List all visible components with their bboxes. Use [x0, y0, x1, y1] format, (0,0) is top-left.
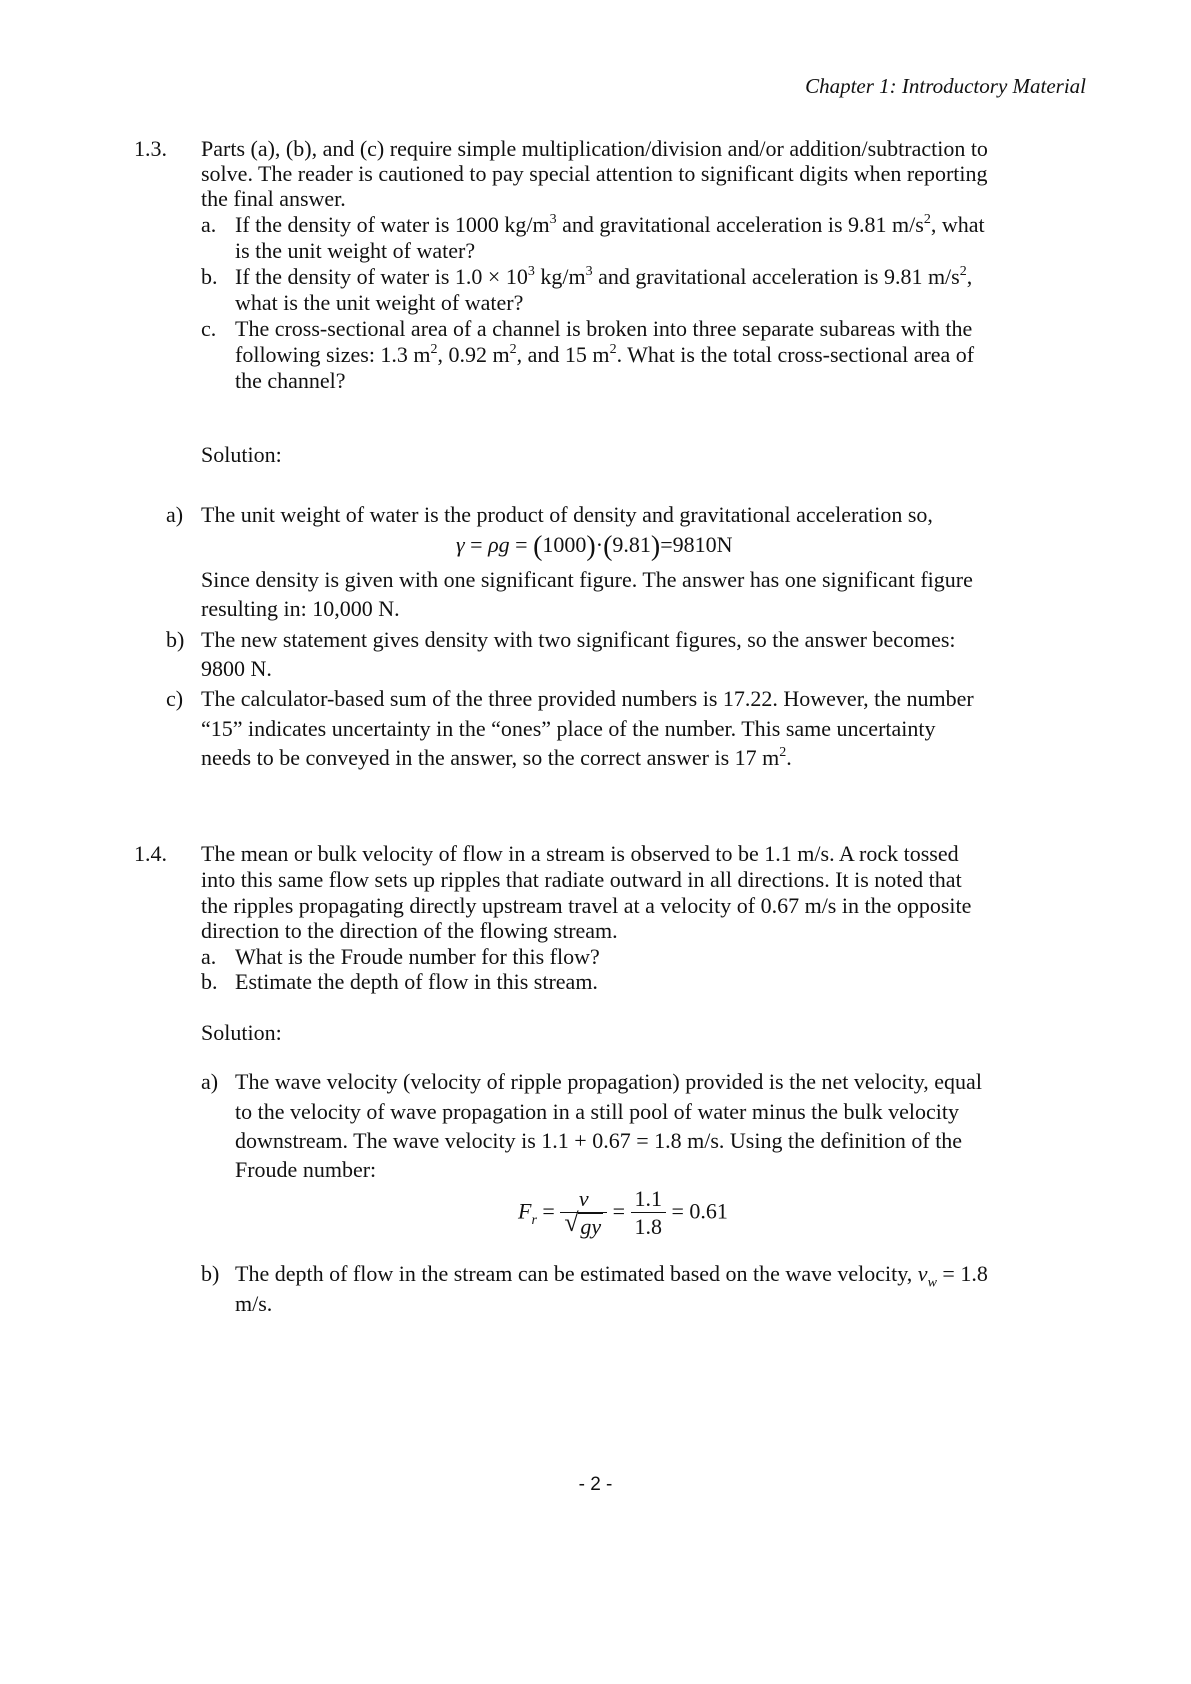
item-marker-a: a. — [201, 944, 217, 969]
item-1-3-c-line1: The cross-sectional area of a channel is broken into three separate subareas with the — [235, 316, 973, 341]
solution-label: Solution: — [201, 1020, 282, 1045]
solution-1-3-a-line3: resulting in: 10,000 N. — [201, 596, 400, 621]
square-root-symbol: √ gy — [564, 1208, 602, 1239]
unit-weight-equation: γ = ρg = (1000)·(9.81)=9810N — [456, 531, 733, 562]
item-1-3-b-line2: what is the unit weight of water? — [235, 290, 524, 315]
solution-marker-b: b) — [201, 1261, 220, 1286]
item-1-3-c-line3: the channel? — [235, 368, 346, 393]
solution-1-3-b-line1: The new statement gives density with two significant figures, so the answer becomes: — [201, 627, 956, 652]
problem-1-4-intro-line: the ripples propagating directly upstream travel at a velocity of 0.67 m/s in the opposite — [201, 893, 972, 918]
item-1-3-a-line1: If the density of water is 1000 $kg/m^3$ and gravitational acceleration is 9.81 $m/s^2$, what — [235, 212, 985, 237]
solution-1-4-a-line: downstream. The wave velocity is 1.1 + 0.67 = 1.8 m/s. Using the definition of the — [235, 1128, 963, 1153]
solution-1-3-c-line1: The calculator-based sum of the three provided numbers is 17.22. However, the number — [201, 686, 974, 711]
solution-marker-c: c) — [166, 686, 184, 711]
solution-marker-b: b) — [166, 627, 185, 652]
problem-1-4-intro-line: The mean or bulk velocity of flow in a stream is observed to be 1.1 m/s. A rock tossed — [201, 841, 959, 866]
item-1-4-a: What is the Froude number for this flow? — [235, 944, 600, 969]
solution-marker-a: a) — [166, 502, 184, 527]
running-header: Chapter 1: Introductory Material — [805, 74, 1086, 98]
solution-marker-a: a) — [201, 1069, 219, 1094]
item-1-3-c-line2: following sizes: 1.3 $m^2$, 0.92 $m^2$, and 15 $m^2$. What is the total cross-sectional area of — [235, 342, 975, 367]
froude-fraction-values: $\frac{1.1}{1.8}$ — [631, 1186, 667, 1241]
problem-1-3-intro-line: the final answer. — [201, 186, 346, 211]
problem-1-4-intro-line: into this same flow sets up ripples that radiate outward in all directions. It is noted that — [201, 867, 962, 892]
item-1-4-b: Estimate the depth of flow in this stream. — [235, 969, 598, 994]
item-marker-c: c. — [201, 316, 217, 341]
item-marker-a: a. — [201, 212, 217, 237]
problem-1-4-intro-line: direction to the direction of the flowing stream. — [201, 918, 618, 943]
solution-1-3-c-line3: needs to be conveyed in the answer, so the correct answer is 17 $m^2$. — [201, 745, 792, 770]
item-1-3-b-line1: If the density of water is $1.0 \times 10^3$ $kg/m^3$ and gravitational acceleration is 9.81 $m/s^2$, — [235, 264, 973, 289]
solution-1-3-b-line2: 9800 N. — [201, 656, 272, 681]
solution-1-4-b-line2: m/s. — [235, 1291, 273, 1316]
solution-1-3-a-line2: Since density is given with one significant figure. The answer has one significant figure — [201, 567, 973, 592]
problem-number-1-4: 1.4. — [134, 841, 167, 866]
item-marker-b: b. — [201, 969, 218, 994]
page-number: - 2 - — [578, 1474, 613, 1495]
item-marker-b: b. — [201, 264, 218, 289]
froude-equation: $F_r$ = v √ gy = $\frac{1.1}{1.8}$ = 0.61 — [518, 1186, 728, 1239]
froude-fraction-velocity: v √ gy — [560, 1186, 607, 1241]
problem-1-3-intro-line: solve. The reader is cautioned to pay special attention to significant digits when reporting — [201, 161, 988, 186]
solution-label: Solution: — [201, 442, 282, 467]
problem-1-3-intro-line: Parts (a), (b), and (c) require simple multiplication/division and/or addition/subtraction to — [201, 136, 988, 161]
solution-1-4-a-line: Froude number: — [235, 1157, 377, 1182]
item-1-3-a-line2: is the unit weight of water? — [235, 238, 476, 263]
solution-1-3-c-line2: “15” indicates uncertainty in the “ones” place of the number. This same uncertainty — [201, 716, 936, 741]
solution-1-3-a-line1: The unit weight of water is the product of density and gravitational acceleration so, — [201, 502, 933, 527]
problem-number-1-3: 1.3. — [134, 136, 167, 161]
solution-1-4-a-line: The wave velocity (velocity of ripple propagation) provided is the net velocity, equal — [235, 1069, 982, 1094]
solution-1-4-a-line: to the velocity of wave propagation in a still pool of water minus the bulk velocity — [235, 1099, 960, 1124]
solution-1-4-b-line1: The depth of flow in the stream can be estimated based on the wave velocity, $v_w = 1.8$ — [235, 1261, 988, 1291]
